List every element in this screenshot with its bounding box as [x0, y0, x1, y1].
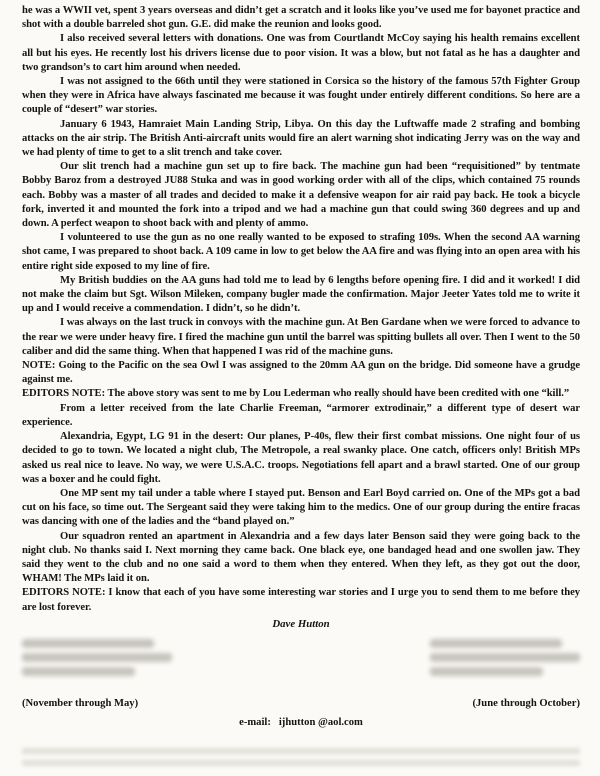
- email-label: e-mail:: [239, 716, 271, 728]
- paragraph: NOTE: Going to the Pacific on the sea Owl I was assigned to the 20mm AA gun on the bridge. Did someone have a grudge against me.: [22, 360, 580, 386]
- email-line: [22, 717, 580, 728]
- paragraph: EDITORS NOTE: I know that each of you have some interesting war stories and I urge you to send them to me before they are lost forever.: [22, 587, 580, 613]
- redacted-line: [430, 653, 580, 662]
- redacted-line: [22, 667, 135, 676]
- paragraph: I also received several letters with donations. One was from Courtlandt McCoy saying his health remains excellent all but his eyes. He recently lost his drivers license due to poor vision. It was a blow, but not fatal as he has a daughter and two grandson’s to cart him around when needed.: [22, 33, 580, 73]
- summer-address-label: (June through October): [472, 697, 580, 709]
- paragraph: EDITORS NOTE: The above story was sent to me by Lou Lederman who really should have been credited with one “kill.”: [22, 388, 570, 400]
- paragraph: I was always on the last truck in convoys with the machine gun. At Ben Gardane when we were forced to advance to the rear we were under heavy fire. I fired the machine gun until the barrel was spitting bullets all over. Then I went to the 50 caliber and did the same thing. When that happened I was rid of the machine guns.: [22, 317, 580, 357]
- paragraph: Our slit trench had a machine gun set up to fire back. The machine gun had been “requisitioned” by tentmate Bobby Baroz from a destroyed JU88 Stuka and was in good working order with all of the clips, which contained 75 rounds each. Bobby was a master of all trades and decided to make it a defensive weapon for air raid pay back. He took a bicycle fork, inverted it and mounted the fork into a tripod and we had a machine gun that could swing 360 degrees and up and down. A perfect weapon to shoot back with and plenty of ammo.: [22, 161, 580, 230]
- email-address[interactable]: ijhutton @aol.com: [278, 716, 363, 728]
- paragraph: From a letter received from the late Charlie Freeman, “armorer extrodinair,” a different type of desert war experience.: [22, 402, 580, 428]
- paragraph: I was not assigned to the 66th until they were stationed in Corsica so the history of the famous 57th Fighter Group when they were in Africa have always fascinated me because it was fought under entirely different conditions. So here are a couple of “desert” war stories.: [22, 76, 580, 116]
- redacted-line: [22, 639, 154, 648]
- winter-address-label: (November through May): [22, 697, 139, 709]
- author-signature: Dave Hutton: [272, 617, 330, 630]
- show-through-text: [22, 760, 580, 766]
- show-through-text: [22, 748, 580, 754]
- redacted-line: [430, 639, 562, 648]
- paragraph: My British buddies on the AA guns had told me to lead by 6 lengths before opening fire. I did and it worked! I did not make the claim but Sgt. Wilson Mileken, company bugler made the confirmation. Major Jeeter Yates told me to write it up and I would receive a commendation. I didn’t, so he didn’t.: [22, 274, 580, 315]
- redacted-address-right: [430, 635, 580, 681]
- paragraph: Our squadron rented an apartment in Alexandria and a few days later Benson said they were going back to the night club. No thanks said I. Next morning they came back. One black eye, one bandaged head and one swollen jaw. They said they went to the club and no one said a word to them when they entered. When they left, as they got out the door, WHAM! The MPs laid it on.: [22, 530, 580, 585]
- contact-block: [22, 635, 580, 728]
- paragraph: I volunteered to use the gun as no one really wanted to be exposed to strafing 109s. When the second AA warning shot came, I was prepared to shoot back. A 109 came in low to get below the AA fire and was flying into an open area with his entire right side exposed to my line of fire.: [22, 232, 580, 272]
- paragraph: January 6 1943, Hamraiet Main Landing Strip, Libya. On this day the Luftwaffe made 2 strafing and bombing attacks on the air strip. The British Anti-aircraft units would fire an alert warning shot indicating Jerry was on the way and we had plenty of time to get to a slit trench and take cover.: [22, 118, 580, 159]
- redacted-line: [22, 653, 172, 662]
- paragraph: One MP sent my tail under a table where I stayed put. Benson and Earl Boyd carried on. One of the MPs got a bad cut on his face, so time out. The Sergeant said they were taking him to the medics. One of our group during the entire fracas was dancing with one of the ladies and the “band played on.”: [22, 487, 580, 528]
- paragraph: Alexandria, Egypt, LG 91 in the desert: Our planes, P-40s, flew their first combat missions. One night four of us decided to go to town. We located a night club, The Metropole, a real swanky place. One catch, officers only! British MPs asked us real nice to leave. No way, we were U.S.A.C. troops. Negotiations fell apart and a brawl started. One of our group was a boxer and he could fight.: [22, 431, 580, 485]
- paragraph: he was a WWII vet, spent 3 years overseas and didn’t get a scratch and it looks like you’ve used me for bayonet practice and shot with a double barreled shot gun. G.E. did make the reunion and looks good.: [22, 5, 580, 31]
- article-body: [22, 4, 580, 615]
- redacted-line: [430, 667, 543, 676]
- redacted-address-left: [22, 635, 172, 681]
